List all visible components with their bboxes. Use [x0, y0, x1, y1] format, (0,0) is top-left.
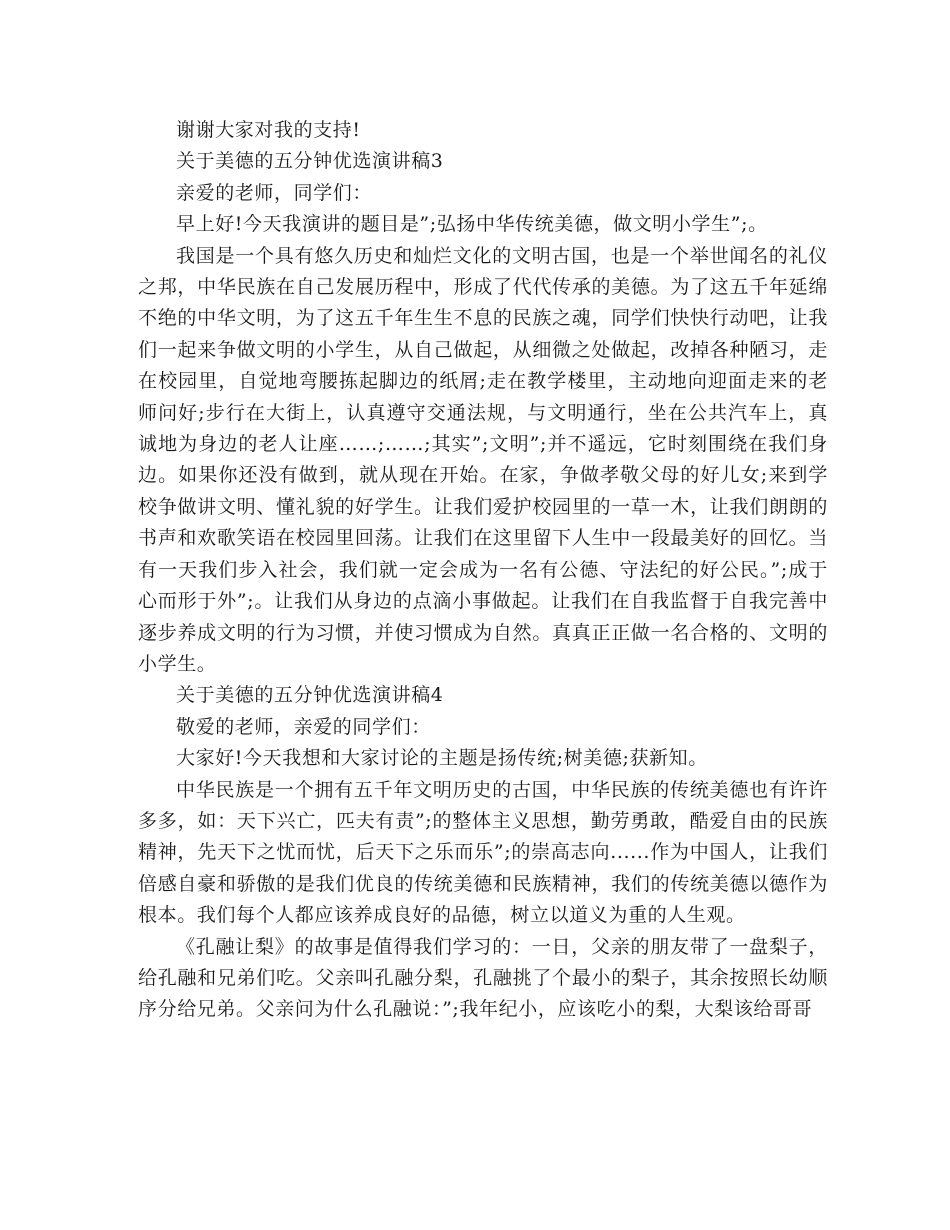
body-paragraph-4b: 《孔融让梨》的故事是值得我们学习的：一日，父亲的朋友带了一盘梨子，给孔融和兄弟们吃。父亲叫孔融分梨，孔融挑了个最小的梨子，其余按照长幼顺序分给兄弟。父亲问为什么孔融说：”;我年纪小，应该吃小的梨，大梨该给哥哥 [138, 935, 828, 1021]
body-paragraph-4a: 中华民族是一个拥有五千年文明历史的古国，中华民族的传统美德也有许许多多，如：天下兴亡，匹夫有责”;的整体主义思想，勤劳勇敢，酷爱自由的民族精神，先天下之忧而忧，后天下之乐而乐”;的崇高志向......作为中国人，让我们倍感自豪和骄傲的是我们优良的传统美德和民族精神，我们的传统美德以德作为根本。我们每个人都应该养成良好的品德，树立以道义为重的人生观。 [138, 778, 828, 927]
salutation-4: 敬爱的老师，亲爱的同学们： [176, 715, 431, 738]
closing-line: 谢谢大家对我的支持! [176, 119, 361, 141]
body-paragraph-3: 我国是一个具有悠久历史和灿烂文化的文明古国，也是一个举世闻名的礼仪之邦，中华民族在自己发展历程中，形成了代代传承的美德。为了这五千年延绵不绝的中华文明，为了这五千年生生不息的民族之魂，同学们快快行动吧，让我们一起来争做文明的小学生，从自己做起，从细微之处做起，改掉各种陋习，走在校园里，自觉地弯腰拣起脚边的纸屑;走在教学楼里，主动地向迎面走来的老师问好;步行在大街上，认真遵守交通法规，与文明通行，坐在公共汽车上，真诚地为身边的老人让座……;……;其实”;文明”;并不遥远，它时刻围绕在我们身边。如果你还没有做到，就从现在开始。在家，争做孝敬父母的好儿女;来到学校争做讲文明、懂礼貌的好学生。让我们爱护校园里的一草一木，让我们朗朗的书声和欢歌笑语在校园里回荡。让我们在这里留下人生中一段最美好的回忆。当有一天我们步入社会，我们就一定会成为一名有公德、守法纪的好公民。”;成于心而形于外”;。让我们从身边的点滴小事做起。让我们在自我监督于自我完善中逐步养成文明的行为习惯，并使习惯成为自然。真真正正做一名合格的、文明的小学生。 [138, 244, 828, 675]
opening-line-4: 大家好!今天我想和大家讨论的主题是扬传统;树美德;获新知。 [176, 747, 708, 770]
opening-line-3: 早上好!今天我演讲的题目是”;弘扬中华传统美德，做文明小学生”;。 [176, 213, 768, 236]
speech-title-3: 关于美德的五分钟优选演讲稿3 [176, 150, 444, 173]
document-body [138, 115, 828, 1026]
speech-title-4: 关于美德的五分钟优选演讲稿4 [176, 684, 444, 707]
salutation-3: 亲爱的老师，同学们： [176, 181, 373, 204]
